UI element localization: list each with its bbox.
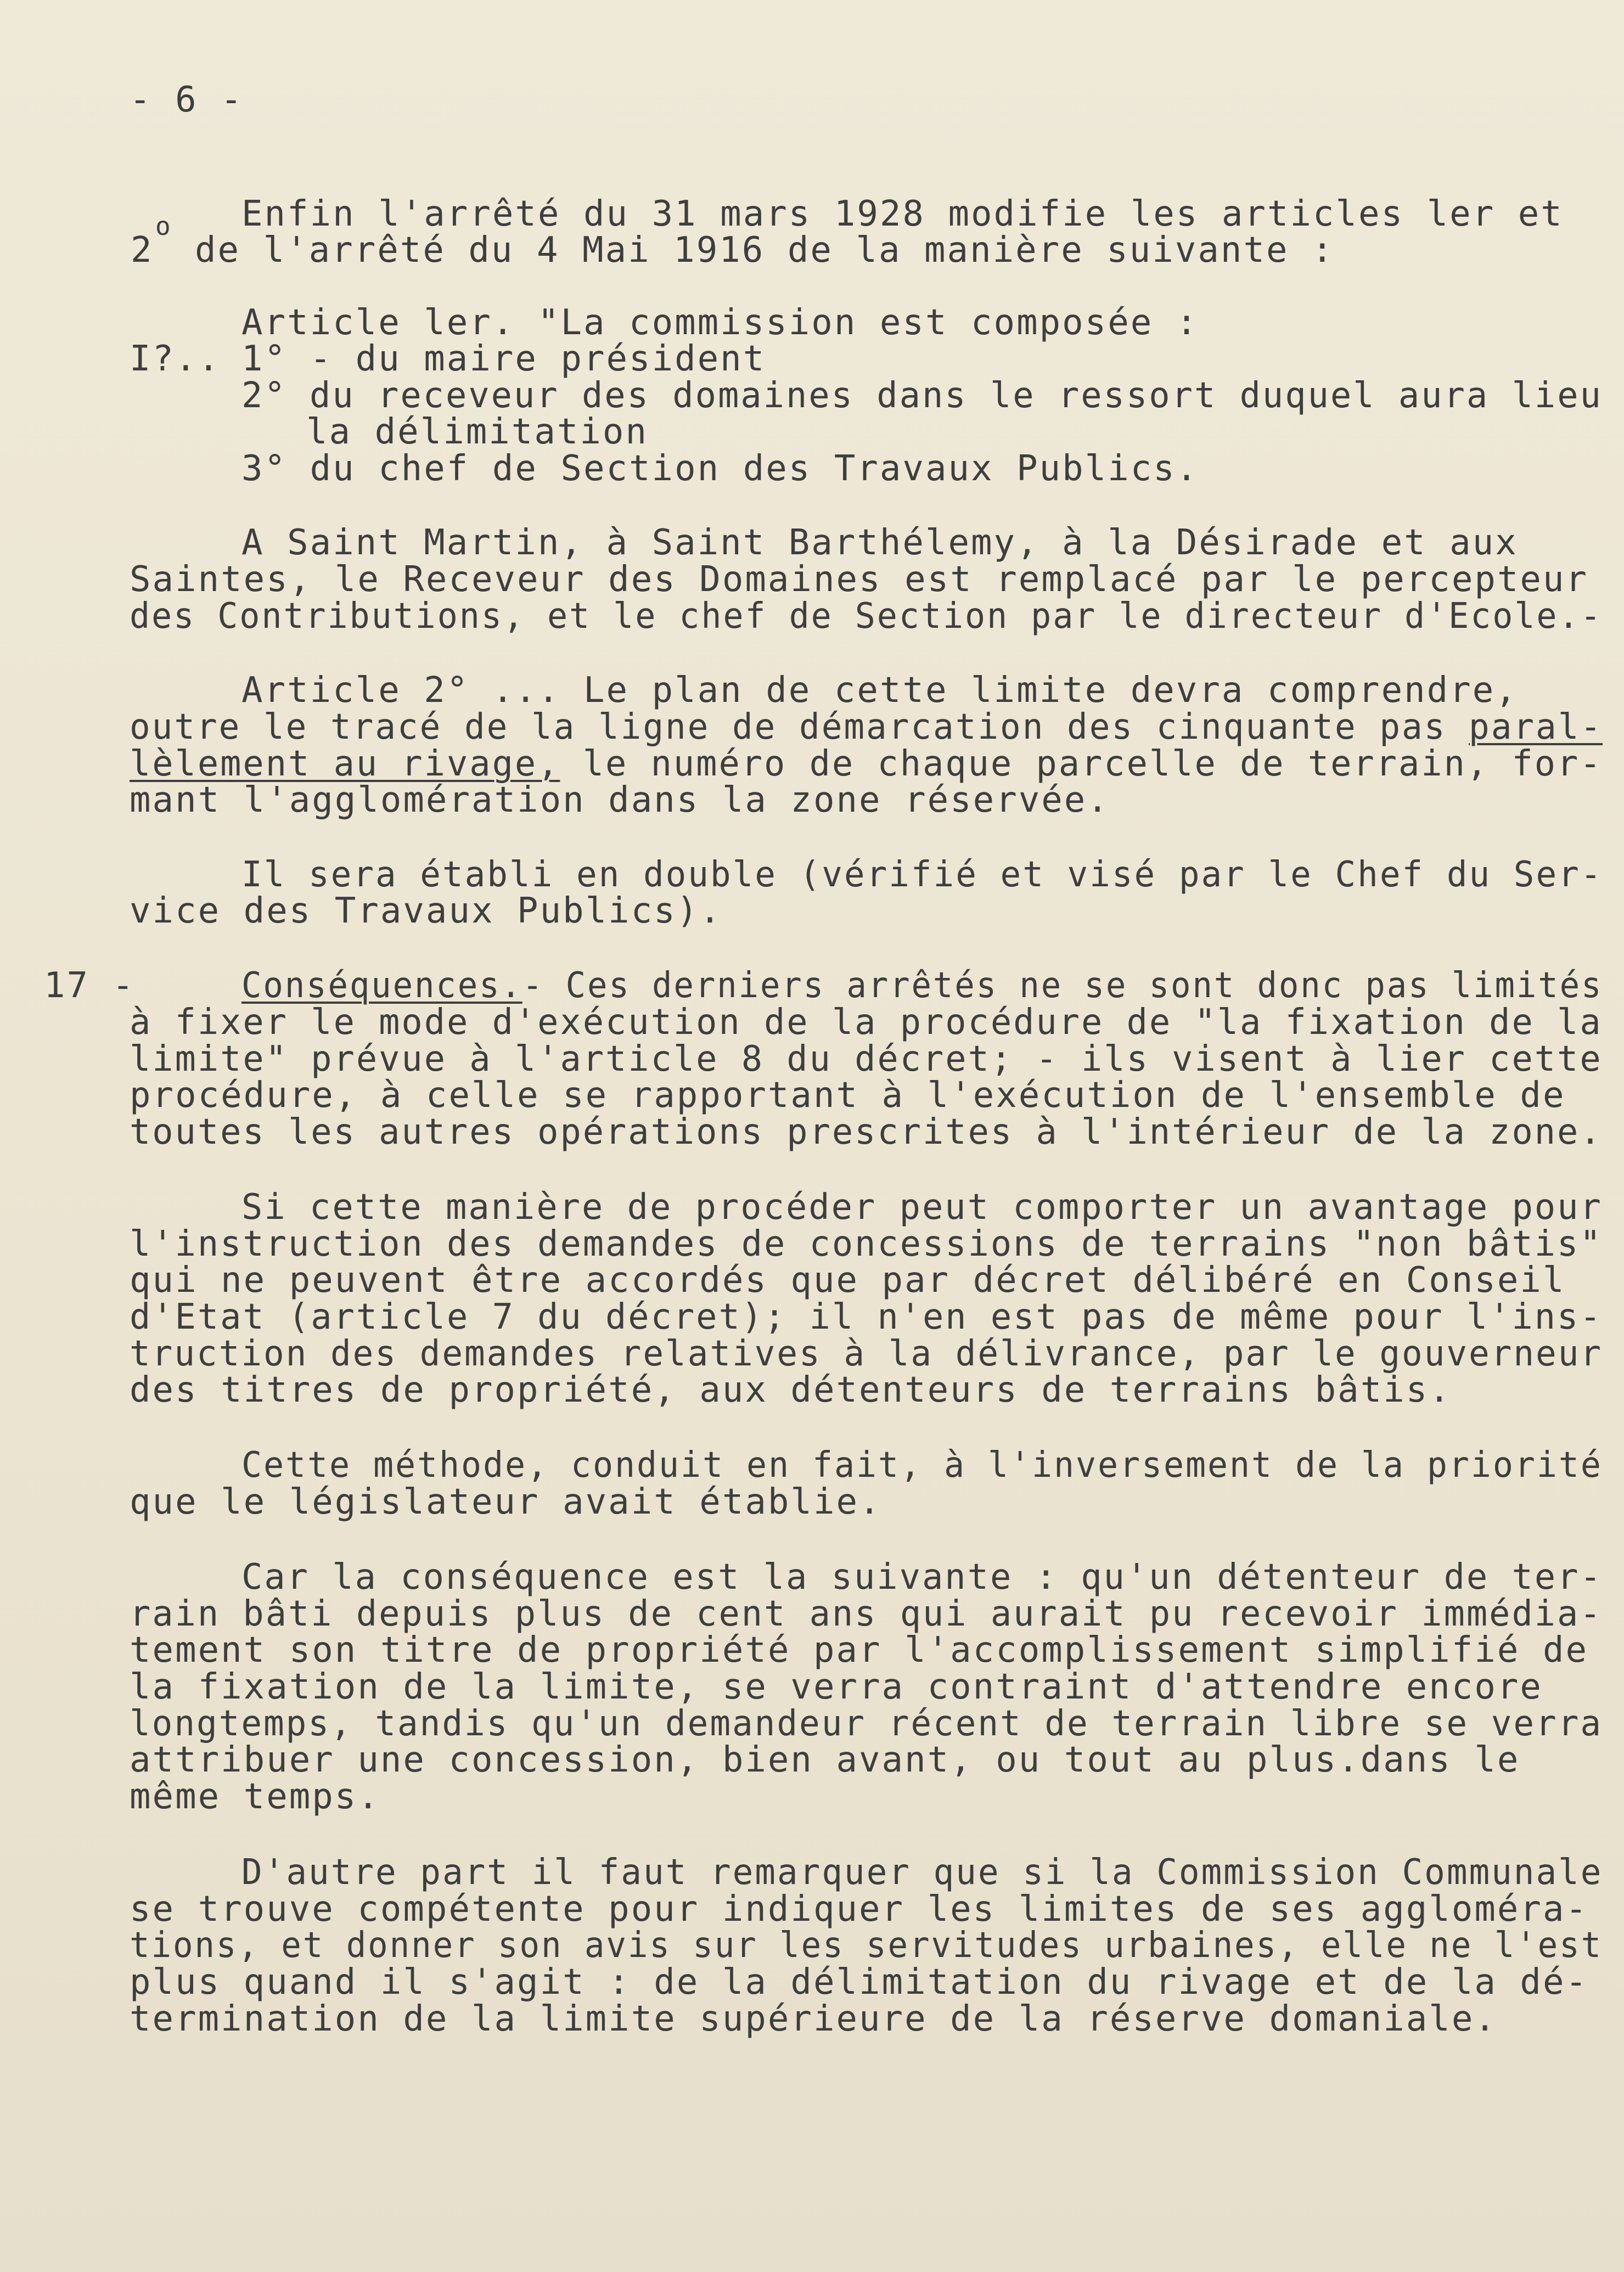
para-saint-martin-line-2: Saintes, le Receveur des Domaines est remplacé par le percepteur <box>130 559 1588 600</box>
para-methode-line-2: que le législateur avait établie. <box>130 1482 882 1522</box>
article-1-item-1: 1° - du maire président <box>241 339 766 379</box>
page-number: - 6 - <box>130 80 244 120</box>
para-autre-line-5: termination de la limite supérieure de la réserve domaniale. <box>130 1999 1497 2039</box>
article-1-item-3: 3° du chef de Section des Travaux Publics. <box>241 448 1199 489</box>
article-1-item-2: 2° du receveur des domaines dans le ressort duquel aura lieu <box>241 375 1603 416</box>
para-car-line-7: même temps. <box>130 1776 380 1817</box>
para-intro-number: 2 <box>131 230 154 271</box>
underlined-au-rivage: lèlement au rivage, <box>130 744 560 784</box>
para-si-line-3: qui ne peuvent être accordés que par décret délibéré en Conseil <box>130 1260 1566 1301</box>
para-si-line-1: Si cette manière de procéder peut comporter un avantage pour <box>241 1187 1603 1228</box>
degree-superscript: o <box>155 211 171 241</box>
article-1-title: Article ler. "La commission est composée : <box>241 302 1199 343</box>
para-autre-line-2: se trouve compétente pour indiquer les limites de ses aggloméra- <box>130 1889 1588 1930</box>
para-car-line-3: tement son titre de propriété par l'accomplissement simplifié de <box>130 1630 1588 1671</box>
article-2-line-2-text: outre le tracé de la ligne de démarcation des cinquante pas <box>130 707 1447 747</box>
para-saint-martin-line-3: des Contributions, et le chef de Section par le directeur d'Ecole.- <box>130 596 1603 637</box>
para-intro-line-1: Enfin l'arrêté du 31 mars 1928 modifie les articles ler et <box>241 194 1564 234</box>
article-2-line-4: mant l'agglomération dans la zone réservée. <box>130 780 1110 820</box>
article-2-line-3 <box>130 744 1603 784</box>
section-17-line-3: limite" prévue à l'article 8 du décret; - ils visent à lier cette <box>130 1039 1603 1079</box>
article-1-item-2-cont: la délimitation <box>306 412 648 452</box>
para-methode-line-1: Cette méthode, conduit en fait, à l'inversement de la priorité <box>241 1445 1603 1486</box>
para-autre-line-4: plus quand il s'agit : de la délimitation du rivage et de la dé- <box>130 1962 1588 2003</box>
para-si-line-2: l'instruction des demandes de concessions de terrains "non bâtis" <box>130 1224 1603 1264</box>
para-double-line-1: Il sera établi en double (vérifié et visé par le Chef du Ser- <box>241 854 1603 895</box>
section-17-line-2: à fixer le mode d'exécution de la procédure de "la fixation de la <box>130 1002 1603 1043</box>
para-si-line-6: des titres de propriété, aux détenteurs de terrains bâtis. <box>130 1370 1452 1410</box>
section-17-line-5: toutes les autres opérations prescrites à l'intérieur de la zone. <box>130 1112 1603 1152</box>
para-car-line-1: Car la conséquence est la suivante : qu'un détenteur de ter- <box>241 1557 1603 1598</box>
section-number: 17 - <box>44 965 136 1006</box>
para-autre-line-1: D'autre part il faut remarquer que si la Commission Communale <box>241 1852 1603 1893</box>
para-car-line-5: longtemps, tandis qu'un demandeur récent de terrain libre se verra <box>130 1703 1603 1744</box>
para-car-line-2: rain bâti depuis plus de cent ans qui aurait pu recevoir immédia- <box>130 1594 1603 1634</box>
article-2-line-1: Article 2° ... Le plan de cette limite devra comprendre, <box>241 670 1518 711</box>
article-2-line-3-text: le numéro de chaque parcelle de terrain, for- <box>582 744 1603 784</box>
para-double-line-2: vice des Travaux Publics). <box>130 891 722 931</box>
section-17-line-1 <box>241 965 1603 1006</box>
para-intro-line-2: de l'arrêté du 4 Mai 1916 de la manière suivante : <box>195 230 1335 271</box>
section-17-line-4: procédure, à celle se rapportant à l'exécution de l'ensemble de <box>130 1075 1566 1116</box>
section-17-line-1-text: - Ces derniers arrêtés ne se sont donc pas limités <box>522 965 1603 1006</box>
para-saint-martin-line-1: A Saint Martin, à Saint Barthélemy, à la Désirade et aux <box>241 522 1518 563</box>
section-heading: Conséquences. <box>241 965 522 1006</box>
para-si-line-4: d'Etat (article 7 du décret); il n'en est pas de même pour l'ins- <box>130 1297 1603 1337</box>
margin-mark: I?.. <box>130 339 221 379</box>
underlined-parallel: paral- <box>1469 707 1603 747</box>
para-autre-line-3: tions, et donner son avis sur les servitudes urbaines, elle ne l'est <box>130 1925 1603 1966</box>
para-car-line-4: la fixation de la limite, se verra contraint d'attendre encore <box>130 1667 1543 1707</box>
para-car-line-6: attribuer une concession, bien avant, ou tout au plus.dans le <box>130 1740 1520 1780</box>
article-2-line-2 <box>130 707 1603 747</box>
para-si-line-5: truction des demandes relatives à la délivrance, par le gouverneur <box>130 1334 1603 1374</box>
